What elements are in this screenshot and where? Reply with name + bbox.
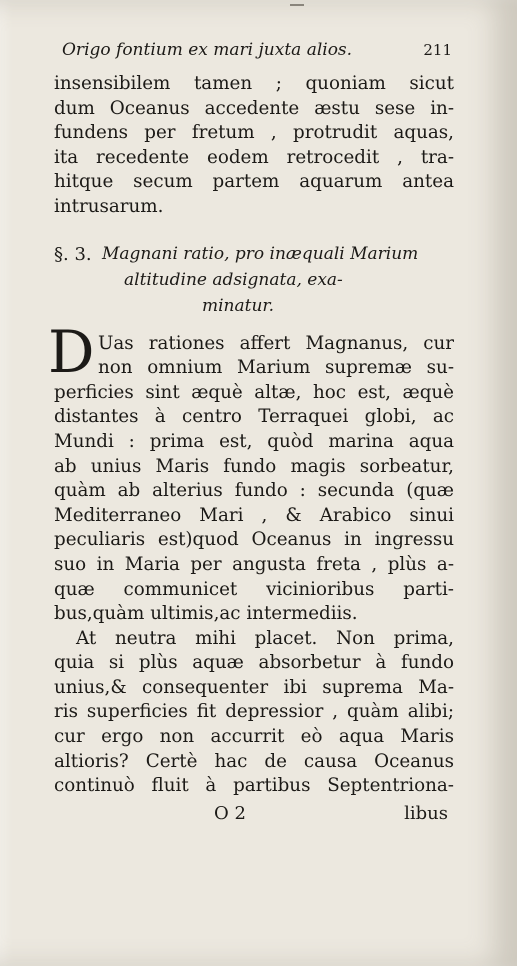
catchword: libus xyxy=(404,802,448,824)
text-line: altioris? Certè hac de causa Oceanus xyxy=(54,750,454,772)
drop-cap: D xyxy=(48,317,95,386)
page-footer xyxy=(54,803,454,824)
text-line: ab unius Maris fundo magis sorbeatur, xyxy=(54,455,454,477)
page-text xyxy=(48,40,454,824)
text-line: Mundi : prima est, quòd marina aqua xyxy=(54,430,454,452)
text-line: insensibilem tamen ; quoniam sicut xyxy=(54,73,454,94)
text-line: Uas rationes affert Magnanus, cur xyxy=(98,332,454,354)
text-line: distantes à centro Terraquei globi, ac xyxy=(54,406,454,428)
text-line: intrusarum. xyxy=(54,195,164,217)
section-heading xyxy=(54,244,454,332)
text-line: fundens per fretum , protrudit aquas, xyxy=(54,122,454,144)
running-header xyxy=(54,40,454,72)
text-line: Mediterraneo Mari , & Arabico sinui xyxy=(54,504,454,526)
section-number: §. 3. xyxy=(54,243,92,265)
text-line: quia si plùs aquæ absorbetur à fundo xyxy=(54,652,454,674)
text-line: perficies sint æquè altæ, hoc est, æquè xyxy=(54,381,454,403)
paragraph-2 xyxy=(48,317,454,627)
section-title-line: Magnani ratio, pro inæquali Marium xyxy=(102,243,419,264)
text-line: suo in Maria per angusta freta , plùs a- xyxy=(54,553,454,575)
text-line: quæ communicet vicinioribus parti- xyxy=(54,578,454,600)
running-title: Origo fontium ex mari juxta alios. xyxy=(62,40,353,60)
text-line: non omnium Marium supremæ su- xyxy=(98,357,454,379)
text-line: cur ergo non accurrit eò aqua Maris xyxy=(54,726,454,748)
text-line: unius,& consequenter ibi suprema Ma- xyxy=(54,676,454,698)
text-line: quàm ab alterius fundo : secunda (quæ xyxy=(54,480,454,502)
text-line: hitque secum partem aquarum antea xyxy=(54,171,454,193)
text-line: ris superficies fit depressior , quàm alibi; xyxy=(54,701,454,723)
text-line: dum Oceanus accedente æstu sese in- xyxy=(54,97,454,119)
signature-mark: O 2 xyxy=(214,802,246,824)
text-line: At neutra mihi placet. Non prima, xyxy=(76,627,454,649)
text-line: peculiaris est)quod Oceanus in ingressu xyxy=(54,529,454,551)
paragraph-3 xyxy=(54,627,454,799)
text-line: continuò fluit à partibus Septentriona- xyxy=(54,775,454,797)
section-title-line: minatur. xyxy=(202,295,275,316)
page-number: 211 xyxy=(423,41,452,59)
paragraph-1 xyxy=(54,72,454,220)
text-line: ita recedente eodem retrocedit , tra- xyxy=(54,146,454,168)
text-line: bus,quàm ultimis,ac intermediis. xyxy=(54,603,358,625)
section-title-line: altitudine adsignata, exa- xyxy=(124,269,343,290)
page-mark xyxy=(290,4,304,6)
